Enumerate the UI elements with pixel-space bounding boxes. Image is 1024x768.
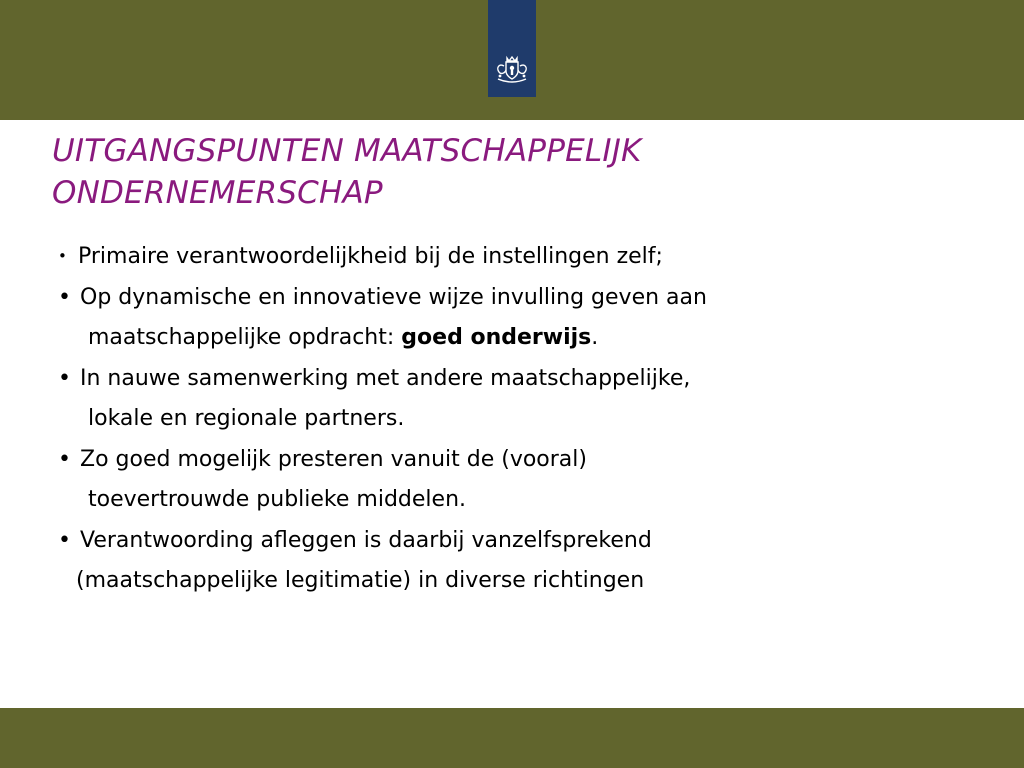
bullet-text: . (591, 325, 599, 350)
bullet-continuation: (maatschappelijke legitimatie) in diverse richtingen (76, 568, 645, 593)
title-line-2: ONDERNEMERSCHAP (52, 175, 383, 211)
bullet-marker: • (58, 446, 71, 472)
bullet-emphasis: goed onderwijs (401, 325, 592, 350)
bullet-text: maatschappelijke opdracht: (88, 325, 402, 350)
bullet-marker: • (58, 284, 71, 310)
bullet-item (58, 359, 978, 440)
coat-of-arms-icon (492, 52, 532, 84)
bullet-text: In nauwe samenwerking met andere maatschappelijke, (80, 365, 691, 391)
footer-band (0, 708, 1024, 768)
bullet-continuation: lokale en regionale partners. (88, 406, 405, 431)
bullet-text: Zo goed mogelijk presteren vanuit de (vooral) (80, 446, 587, 472)
bullet-continuation (58, 318, 978, 359)
bullet-marker: • (58, 365, 71, 391)
bullet-continuation: toevertrouwde publieke middelen. (88, 487, 467, 512)
logo-ribbon (488, 0, 536, 97)
bullet-item (58, 521, 978, 602)
bullet-item (58, 440, 978, 521)
bullet-list (58, 236, 978, 602)
page-title (52, 130, 952, 214)
bullet-item (58, 278, 978, 359)
bullet-text: Op dynamische en innovatieve wijze invulling geven aan (80, 284, 707, 310)
bullet-marker: • (58, 247, 67, 265)
bullet-item (58, 236, 978, 278)
title-line-1: UITGANGSPUNTEN MAATSCHAPPELIJK (52, 133, 642, 169)
bullet-marker: • (58, 527, 71, 553)
bullet-text: Primaire verantwoordelijkheid bij de instellingen zelf; (78, 244, 663, 269)
bullet-text: Verantwoording afleggen is daarbij vanzelfsprekend (80, 527, 652, 553)
